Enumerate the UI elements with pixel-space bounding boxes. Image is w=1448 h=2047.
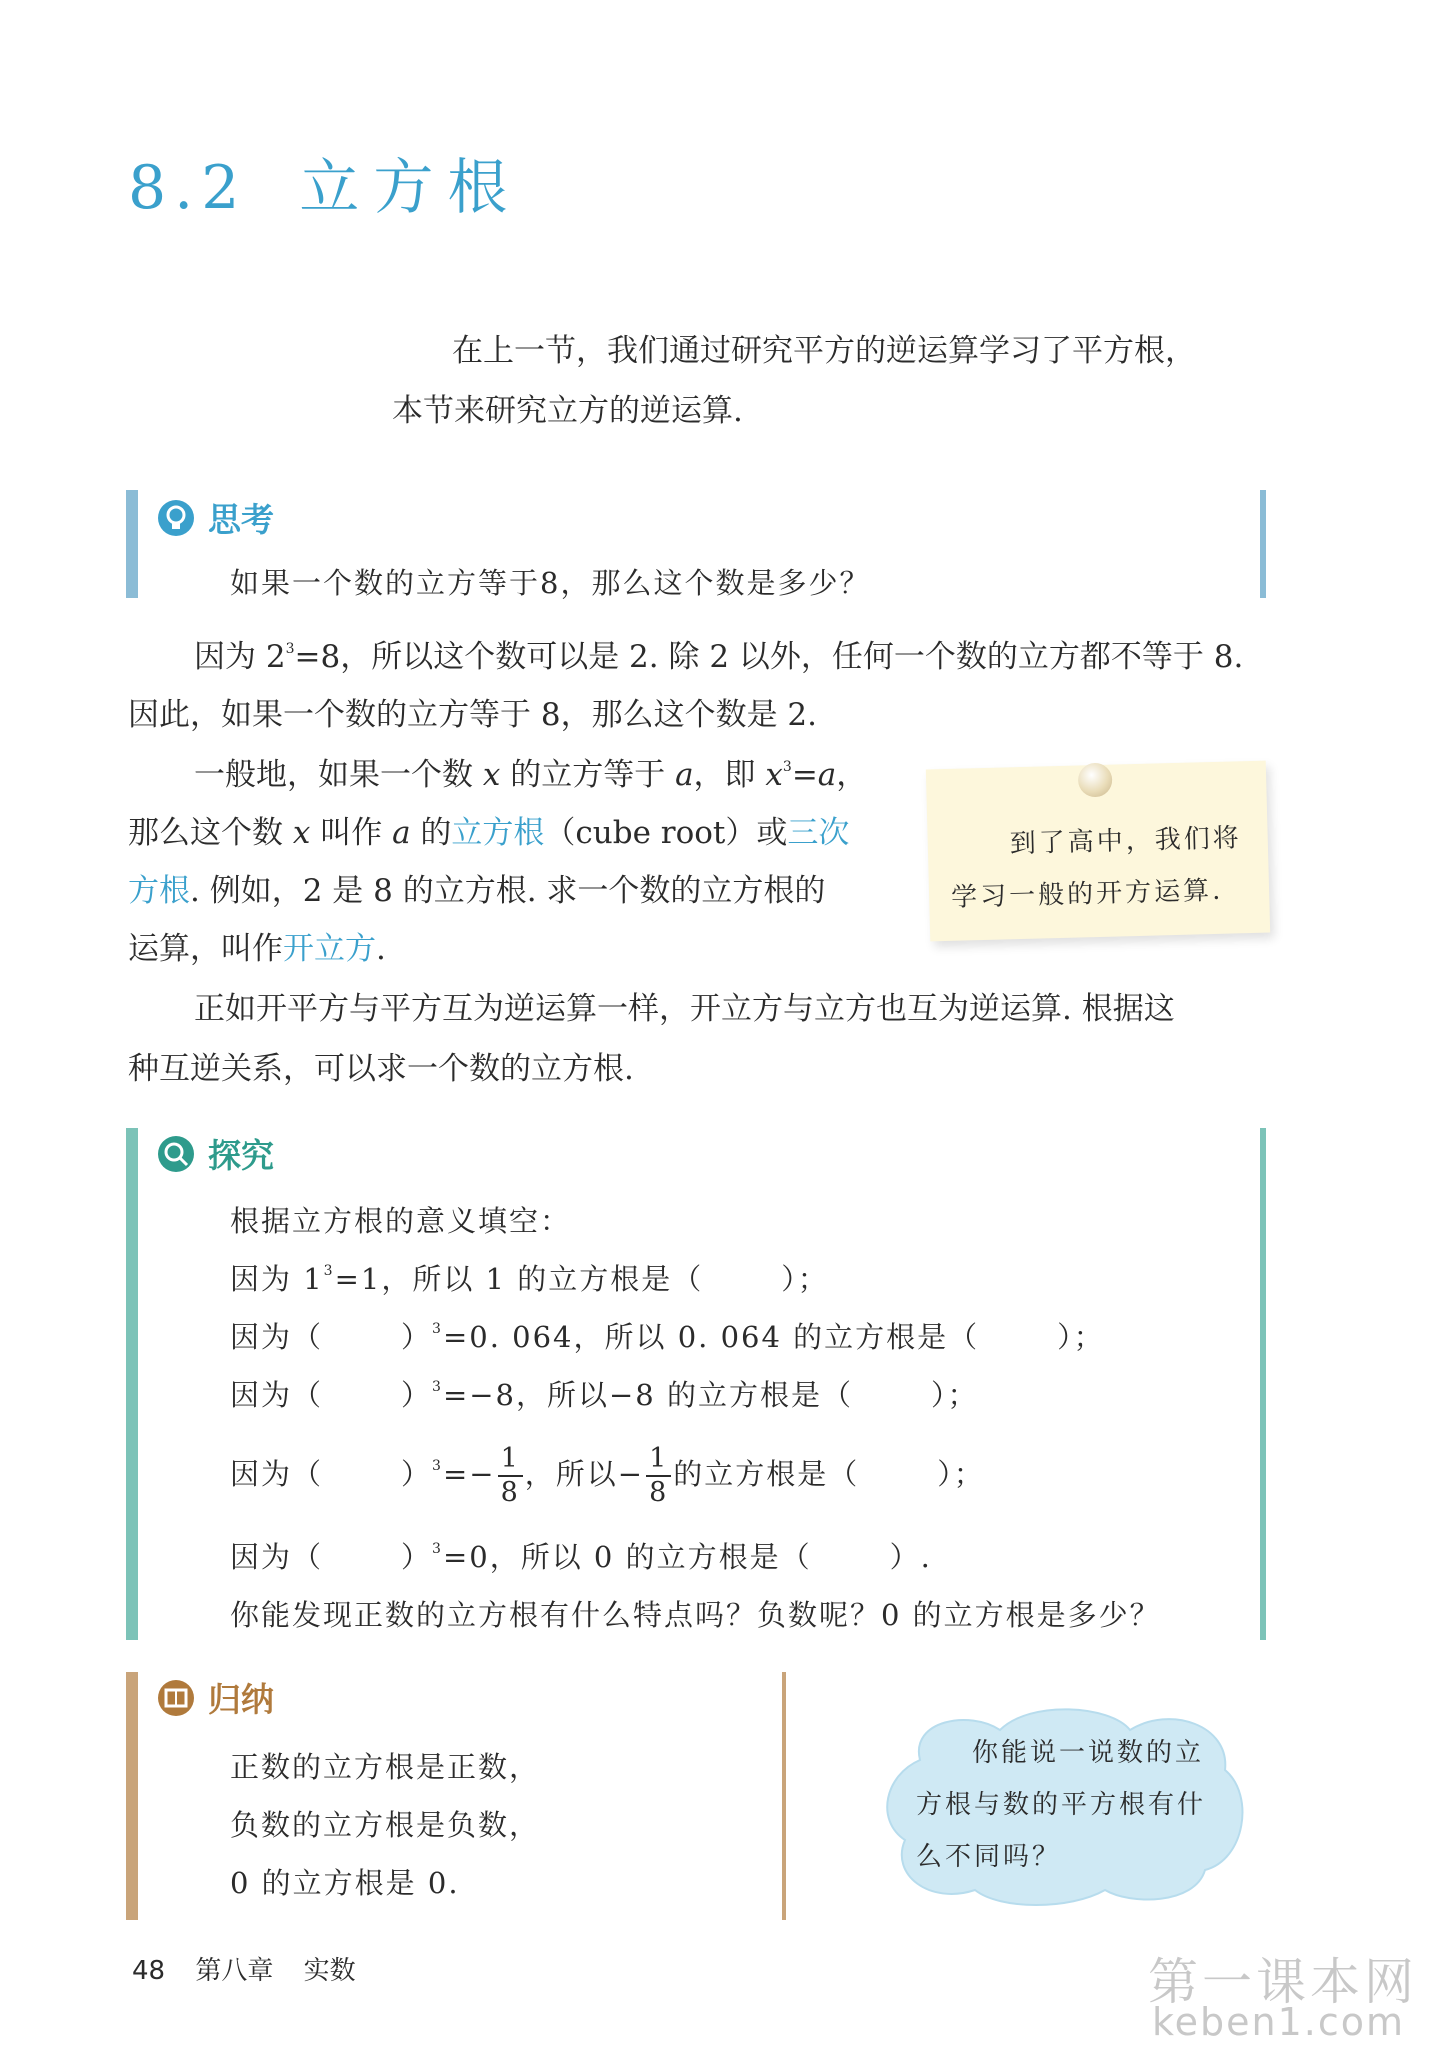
term-cube-extraction: 开立方	[283, 931, 376, 967]
explore-row-4: 因为（ ）$^3$=− $\frac{1}{8}$ ，所以− $\frac{1}{8}$ 的立方根是（ ）；	[230, 1443, 985, 1508]
summary-bar-left	[126, 1672, 138, 1920]
summary-label: 归纳	[208, 1680, 274, 1719]
book-icon	[156, 1678, 196, 1718]
side-note-line-1: 到了高中，我们将	[1009, 823, 1243, 860]
section-title	[128, 140, 521, 226]
watermark-title: 第一课本网	[1148, 1953, 1418, 2011]
intro-line-2: 本节来研究立方的逆运算.	[392, 393, 743, 429]
side-note-highschool	[926, 761, 1270, 942]
chapter-label: 第八章	[195, 1956, 274, 1986]
fraction-one-eighth: $\frac{1}{8}$	[498, 1443, 523, 1509]
side-note-line-2: 学习一般的开方运算.	[950, 875, 1224, 913]
explore-bar-right	[1260, 1128, 1266, 1640]
cloud-note-line-2: 方根与数的平方根有什	[916, 1790, 1207, 1820]
summary-header	[156, 1674, 274, 1721]
fraction-one-eighth-2: $\frac{1}{8}$	[646, 1443, 671, 1509]
definition-line-4: 运算，叫作开立方.	[128, 931, 386, 967]
summary-line-2: 负数的立方根是负数，	[230, 1808, 541, 1842]
definition-line-1: 一般地，如果一个数 x 的立方等于 a，即 $x^3=a$，	[194, 757, 868, 793]
section-name: 立方根	[299, 153, 522, 223]
page-footer	[132, 1950, 356, 1987]
intro-line-1: 在上一节，我们通过研究平方的逆运算学习了平方根，	[452, 333, 1196, 369]
section-number: 8.2	[128, 153, 248, 223]
cloud-note-line-3: 么不同吗？	[916, 1842, 1062, 1872]
para1-line-1: 因为 $2^3=8$，所以这个数可以是 2. 除 2 以外，任何一个数的立方都不等于 8.	[194, 639, 1244, 675]
explore-row-5: 因为（ ）$^3$=0，所以 0 的立方根是（ ）.	[230, 1540, 932, 1574]
section-label: 实数	[303, 1956, 356, 1986]
explore-row-1: 因为 $1^3=1$，所以 1 的立方根是（ ）；	[230, 1262, 829, 1296]
think-bar-left	[126, 490, 138, 598]
term-third-root-b: 方根	[128, 873, 190, 909]
cloud-note-line-1: 你能说一说数的立	[972, 1738, 1205, 1768]
term-third-root-a: 三次	[787, 815, 850, 851]
explore-question: 你能发现正数的立方根有什么特点吗？负数呢？0 的立方根是多少？	[230, 1598, 1161, 1632]
page-number: 48	[132, 1956, 166, 1986]
term-cube-root: 立方根	[451, 815, 545, 851]
explore-row-3: 因为（ ）$^3$=−8，所以−8 的立方根是（ ）；	[230, 1378, 979, 1412]
explore-bar-left	[126, 1128, 138, 1640]
pin-icon	[1078, 763, 1113, 798]
think-bar-right	[1260, 490, 1266, 598]
think-question: 如果一个数的立方等于8，那么这个数是多少？	[230, 566, 871, 600]
summary-line-3: 0 的立方根是 0.	[230, 1866, 460, 1900]
para2-line-1: 正如开平方与平方互为逆运算一样，开立方与立方也互为逆运算. 根据这	[194, 991, 1175, 1027]
watermark-url: keben1.com	[1152, 2000, 1406, 2044]
definition-line-3: 方根. 例如，2 是 8 的立方根. 求一个数的立方根的	[128, 873, 826, 909]
para2-line-2: 种互逆关系，可以求一个数的立方根.	[128, 1051, 634, 1087]
para1-line-2: 因此，如果一个数的立方等于 8，那么这个数是 2.	[128, 697, 818, 733]
explore-header	[156, 1130, 274, 1177]
cloud-note	[880, 1700, 1250, 1910]
definition-line-2: 那么这个数 x 叫作 a 的立方根（cube root）或三次	[128, 815, 850, 851]
magnifier-icon	[156, 1134, 196, 1174]
summary-line-1: 正数的立方根是正数，	[230, 1750, 541, 1784]
summary-bar-right	[782, 1672, 786, 1920]
think-header	[156, 494, 274, 541]
explore-intro: 根据立方根的意义填空：	[230, 1204, 572, 1238]
think-label: 思考	[208, 500, 274, 539]
explore-row-2: 因为（ ）$^3$=0. 064，所以 0. 064 的立方根是（ ）；	[230, 1320, 1105, 1354]
explore-label: 探究	[208, 1136, 274, 1175]
lightbulb-icon	[156, 498, 196, 538]
